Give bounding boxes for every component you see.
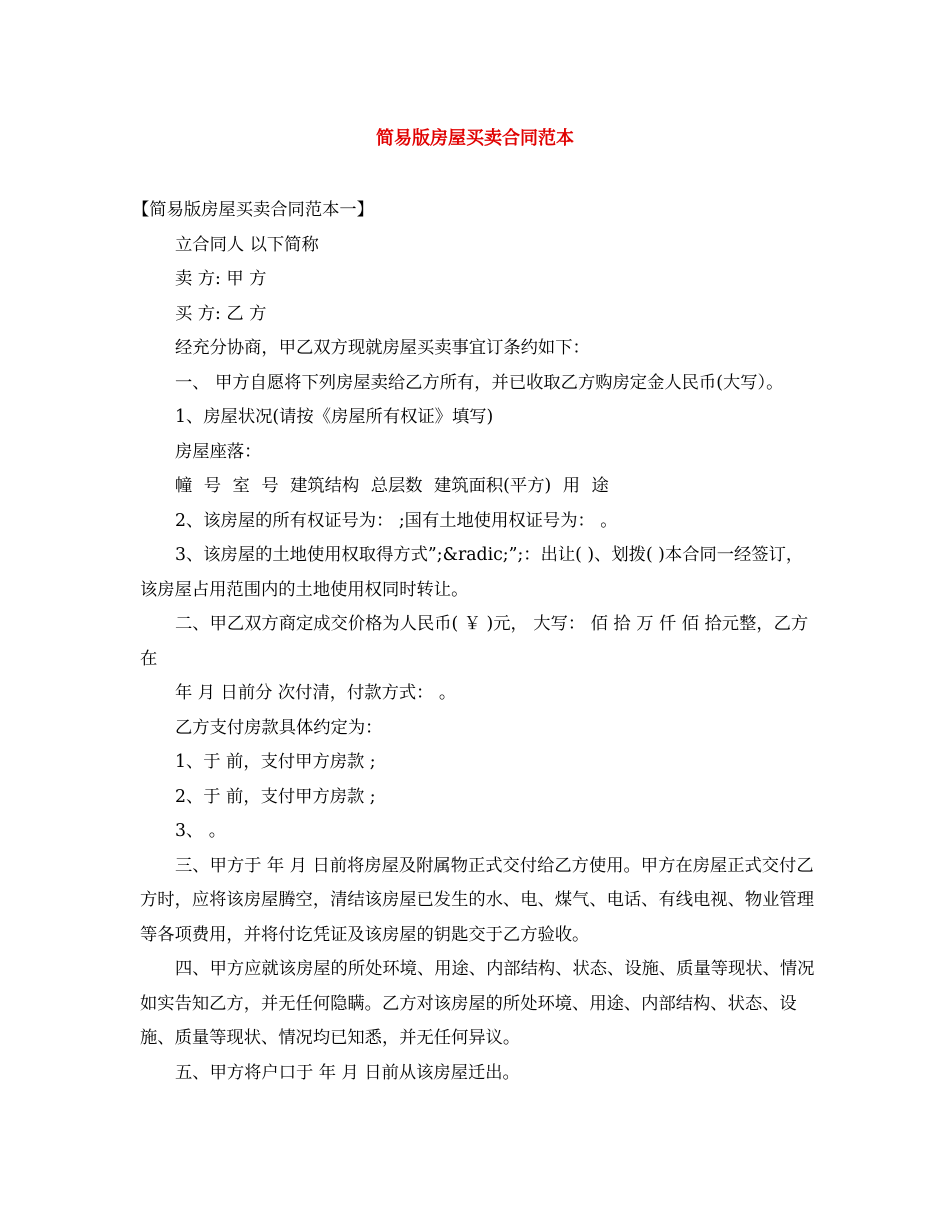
paragraph-payment-terms: 乙方支付房款具体约定为： xyxy=(175,717,383,738)
paragraph-clause-2: 二、甲乙双方商定成交价格为人民币( ￥ )元， 大写： 佰 拾 万 仟 佰 拾元整，乙方在 xyxy=(140,614,809,669)
document-title: 简易版房屋买卖合同范本 xyxy=(376,128,574,149)
paragraph-preamble: 经充分协商，甲乙双方现就房屋买卖事宜订条约如下： xyxy=(175,338,590,358)
paragraph-parties-intro: 立合同人 以下简称 xyxy=(175,234,319,255)
paragraph-property-status: 1、房屋状况(请按《房屋所有权证》填写) xyxy=(175,407,494,427)
paragraph-payment-item-1: 1、于 前，支付甲方房款 ; xyxy=(175,752,376,772)
paragraph-certificate-numbers: 2、该房屋的所有权证号为： ;国有土地使用权证号为： 。 xyxy=(175,510,618,531)
paragraph-property-fields: 幢 号 室 号 建筑结构 总层数 建筑面积(平方) 用 途 xyxy=(175,476,609,496)
paragraph-property-location: 房屋座落： xyxy=(175,441,262,462)
paragraph-clause-1: 一、 甲方自愿将下列房屋卖给乙方所有，并已收取乙方购房定金人民币(大写）。 xyxy=(175,372,784,393)
paragraph-buyer: 买 方: 乙 方 xyxy=(175,303,267,324)
paragraph-payment-date: 年 月 日前分 次付清，付款方式： 。 xyxy=(175,683,457,703)
paragraph-clause-3: 三、甲方于 年 月 日前将房屋及附属物正式交付给乙方使用。甲方在房屋正式交付乙方时，应将该房屋腾空，清结该房屋已发生的水、电、煤气、电话、有线电视、物业管理等各项费用，并将付讫凭证及该房屋的钥匙交于乙方验收。 xyxy=(140,855,814,945)
paragraph-payment-item-3: 3、 。 xyxy=(175,821,227,841)
paragraph-clause-4: 四、甲方应就该房屋的所处环境、用途、内部结构、状态、设施、质量等现状、情况如实告知乙方，并无任何隐瞒。乙方对该房屋的所处环境、用途、内部结构、状态、设施、质量等现状、情况均已知悉，并无任何异议。 xyxy=(140,959,815,1048)
paragraph-seller: 卖 方: 甲 方 xyxy=(175,269,267,289)
paragraph-land-use-right: 3、该房屋的土地使用权取得方式”;&radic;”;：出让( )、划拨( )本合同一经签订，该房屋占用范围内的土地使用权同时转让。 xyxy=(140,545,804,600)
section-heading: 【简易版房屋买卖合同范本一】 xyxy=(132,200,374,220)
document-body xyxy=(132,193,820,1090)
paragraph-clause-5: 五、甲方将户口于 年 月 日前从该房屋迁出。 xyxy=(175,1062,520,1083)
paragraph-payment-item-2: 2、于 前，支付甲方房款 ; xyxy=(175,786,376,807)
